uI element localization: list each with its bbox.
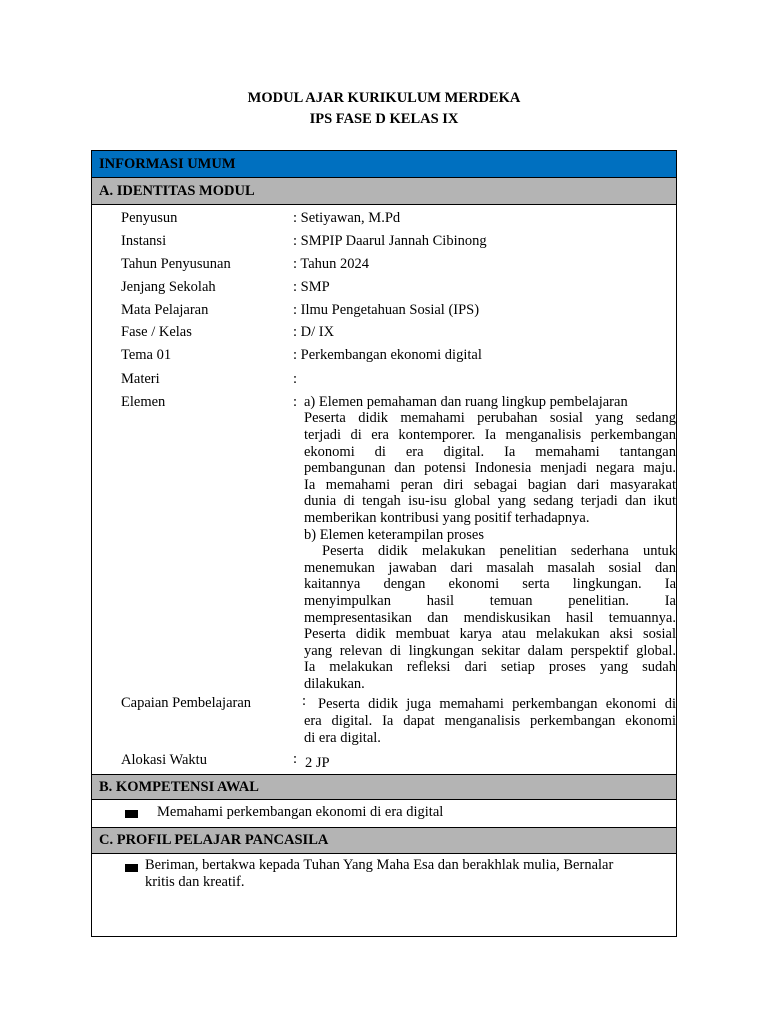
capaian-line: di era digital.: [304, 730, 381, 746]
section-identitas-modul: [92, 178, 676, 205]
document-title: MODUL AJAR KURIKULUM MERDEKA: [247, 90, 521, 106]
elemen-a-line: pembangunan dan potensi Indonesia menjadi negara maju.: [304, 460, 676, 476]
elemen-b-line: Peserta didik membuat karya atau melakukan aksi sosial: [304, 626, 676, 642]
field-value-fase: : D/ IX: [293, 324, 335, 340]
field-value-tahun: : Tahun 2024: [293, 256, 370, 272]
elemen-b-heading: b) Elemen keterampilan proses: [304, 527, 484, 543]
field-label-jenjang: Jenjang Sekolah: [121, 279, 216, 295]
field-value-penyusun: : Setiyawan, M.Pd: [293, 210, 401, 226]
elemen-a-line: terjadi di era kontemporer. Ia menganalisis perkembangan: [304, 427, 676, 443]
elemen-a-line: ekonomi di era digital. Ia memahami tantangan: [304, 444, 676, 460]
field-label-fase: Fase / Kelas: [121, 324, 192, 340]
elemen-b-line: yang relevan di lingkungan sekitar dalam perspektif global.: [304, 643, 676, 659]
field-label-tema: Tema 01: [121, 347, 172, 363]
document-subtitle: IPS FASE D KELAS IX: [309, 111, 459, 127]
field-label-mapel: Mata Pelajaran: [121, 302, 209, 318]
bullet-icon: [125, 864, 138, 872]
elemen-b-line: mempresentasikan dan mendiskusikan hasil temuannya.: [304, 610, 676, 626]
field-label-materi: Materi: [121, 371, 160, 387]
field-label-elemen: Elemen: [121, 394, 166, 410]
field-value-jenjang: : SMP: [293, 279, 330, 295]
elemen-a-line: Ia memahami peran diri sebagai bagian dari masyarakat: [304, 477, 676, 493]
field-colon-elemen: :: [293, 394, 298, 410]
section-title: INFORMASI UMUM: [99, 155, 236, 172]
elemen-b-line: kaitannya dengan ekonomi serta lingkungan. Ia: [304, 576, 676, 592]
elemen-b-line: menyimpulkan hasil temuan penelitian. Ia: [304, 593, 676, 609]
capaian-line: era digital. Ia dapat menganalisis perkembangan ekonomi: [304, 713, 676, 729]
elemen-b-line: dilakukan.: [304, 676, 365, 692]
field-label-alokasi: Alokasi Waktu: [121, 752, 207, 768]
field-value-mapel: : Ilmu Pengetahuan Sosial (IPS): [293, 302, 480, 318]
section-title: C. PROFIL PELAJAR PANCASILA: [99, 832, 329, 848]
elemen-a-heading: a) Elemen pemahaman dan ruang lingkup pembelajaran: [304, 394, 628, 410]
module-table: [91, 150, 677, 937]
field-colon-capaian: :: [302, 693, 307, 709]
field-colon-alokasi: :: [293, 751, 298, 767]
kompetensi-item: Memahami perkembangan ekonomi di era digital: [157, 804, 444, 820]
elemen-a-line: Peserta didik memahami perubahan sosial yang sedang: [304, 410, 676, 426]
field-label-capaian: Capaian Pembelajaran: [121, 695, 252, 711]
field-label-instansi: Instansi: [121, 233, 167, 249]
field-value-materi: :: [293, 371, 298, 387]
section-title: A. IDENTITAS MODUL: [99, 182, 255, 199]
field-value-alokasi: 2 JP: [305, 755, 330, 771]
capaian-line: Peserta didik juga memahami perkembangan ekonomi di: [318, 696, 676, 712]
section-profil-pelajar: [92, 827, 676, 854]
elemen-a-line: memberikan kontribusi yang positif terhadapnya.: [304, 510, 590, 526]
section-informasi-umum: [92, 151, 676, 178]
elemen-a-line: dunia di tengah isu-isu global yang sedang terjadi dan ikut: [304, 493, 676, 509]
field-label-penyusun: Penyusun: [121, 210, 178, 226]
bullet-icon: [125, 810, 138, 818]
elemen-b-line: Ia melakukan refleksi dari setiap proses yang sudah: [304, 659, 676, 675]
section-kompetensi-awal: [92, 774, 676, 800]
section-title: B. KOMPETENSI AWAL: [99, 778, 259, 795]
field-value-instansi: : SMPIP Daarul Jannah Cibinong: [293, 233, 487, 249]
elemen-b-line: Peserta didik melakukan penelitian sederhana untuk: [322, 543, 676, 559]
profil-item-line: Beriman, bertakwa kepada Tuhan Yang Maha Esa dan berakhlak mulia, Bernalar: [145, 857, 614, 873]
elemen-b-line: menemukan jawaban dari masalah masalah sosial dan: [304, 560, 676, 576]
field-value-tema: : Perkembangan ekonomi digital: [293, 347, 482, 363]
profil-item-line: kritis dan kreatif.: [145, 874, 245, 890]
field-label-tahun: Tahun Penyusunan: [121, 256, 231, 272]
